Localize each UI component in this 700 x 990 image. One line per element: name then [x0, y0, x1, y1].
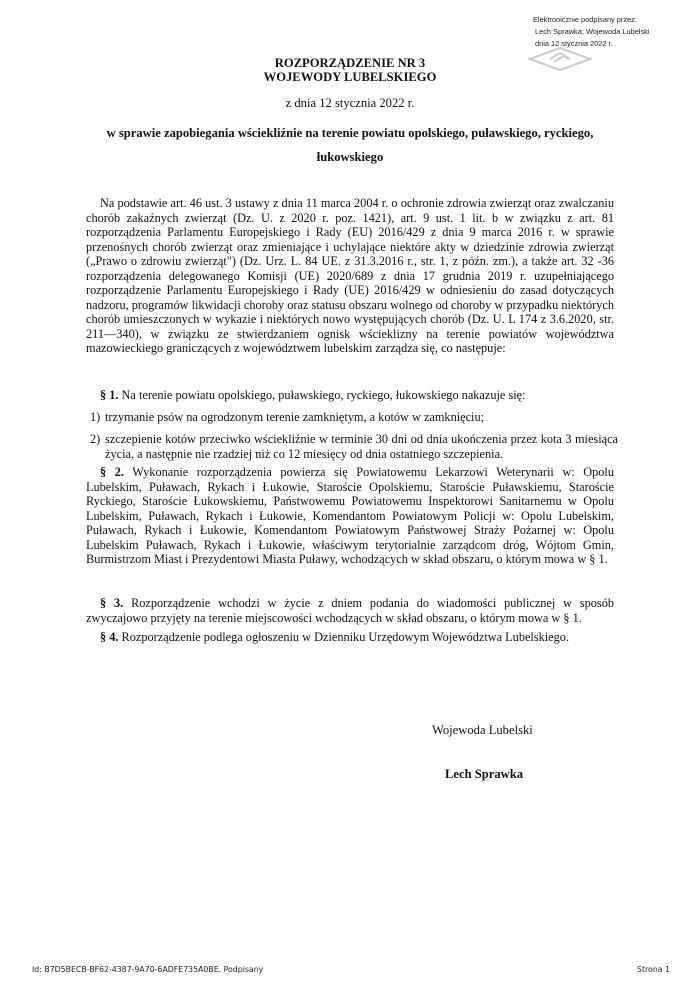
list-item-number: 1)	[90, 410, 101, 424]
signature-stamp-line: Elektronicznie podpisany przez:	[533, 15, 637, 24]
document-title	[0, 56, 700, 84]
page-number: Strona 1	[637, 965, 670, 974]
signature-stamp-line: Lech Sprawka; Wojewoda Lubelski	[535, 27, 650, 36]
section-symbol: § 3.	[100, 596, 124, 610]
document-id-footer: Id: B7D5BECB-BF62-4387-9A70-6ADFE735A0BE. Podpisany	[32, 965, 264, 974]
document-subject-line2: łukowskiego	[316, 150, 384, 164]
section-2	[86, 465, 614, 567]
list-item-text: trzymanie psów na ogrodzonym terenie zamkniętym, a kotów w zamknięciu;	[105, 410, 485, 424]
section-text: Na terenie powiatu opolskiego, puławskiego, ryckiego, łukowskiego nakazuje się:	[121, 388, 526, 402]
preamble-paragraph: Na podstawie art. 46 ust. 3 ustawy z dnia 11 marca 2004 r. o ochronie zdrowia zwierząt oraz zwalczaniu chorób zakaźnych zwierząt (Dz. U. z 2020 r. poz. 1421), art. 9 ust. 1 lit. b w związku z art. 81 rozporządzenia Parlamentu Europejskiego i Rady (EU) 2016/429 z dnia 9 marca 2016 r. w sprawie przenośnych chorób zwierząt oraz zmieniające i uchylające niektóre akty w dziedzinie zdrowia zwierząt („Prawo o zdrowiu zwierząt") (Dz. Urz. L. 84 UE. z 31.3.2016 r., str. 1, z późn. zm.), a także art. 32 -36 rozporządzenia delegowanego Komisji (UE) 2020/689 z dnia 17 grudnia 2019 r. uzupełniającego rozporządzenie Parlamentu Europejskiego i Rady (UE) 2016/429 w odniesieniu do zasad dotyczących nadzoru, programów likwidacji choroby oraz statusu obszaru wolnego od choroby w przypadku niektórych chorób umieszczonych w wykazie i niektórych nowo występujących chorób (Dz. U. L 174 z 3.6.2020, str. 211—340), w związku ze stwierdzaniem ognisk wścieklizny na terenie powiatów województwa mazowieckiego graniczących z województwem lubelskim zarządza się, co następuje:	[86, 196, 614, 355]
electronic-signature-stamp	[533, 14, 683, 50]
section-1	[100, 388, 614, 403]
section-text: Rozporządzenie wchodzi w życie z dniem podania do wiadomości publicznej w sposób zwyczajowo przyjęty na terenie miejscowości wchodzących w skład obszaru, o którym mowa w § 1.	[86, 596, 615, 625]
title-line: WOJEWODY LUBELSKIEGO	[263, 70, 437, 84]
list-item-number: 2)	[90, 432, 101, 446]
section-symbol: § 2.	[100, 465, 124, 479]
section-3	[86, 596, 614, 625]
signature-stamp-line: dnia 12 stycznia 2022 r.	[535, 39, 613, 48]
title-line: ROZPORZĄDZENIE NR 3	[274, 56, 426, 70]
signatory-name: Lech Sprawka	[445, 767, 524, 781]
document-date: z dnia 12 stycznia 2022 r.	[285, 96, 415, 110]
signatory-office: Wojewoda Lubelski	[432, 723, 533, 737]
section-text: Rozporządzenie podlega ogłoszeniu w Dzienniku Urzędowym Województwa Lubelskiego.	[121, 630, 570, 644]
section-text: Wykonanie rozporządzenia powierza się Powiatowemu Lekarzowi Weterynarii w: Opolu Lubelskim, Puławach, Rykach i Łukowie, Staroście Opolskiemu, Staroście Puławskiemu, Staroście Ryckiego, Staroście Łukowskiemu, Państwowemu Powiatowemu Inspektorowi Sanitarnemu w Opolu Lubelskim, Puławach, Rykach i Łukowie, Komendantom Powiatowym Policji w: Opolu Lubelskim, Puławach, Rykach i Łukowie, Komendantom Powiatowym Państwowej Straży Pożarnej w: Opolu Lubelskim Puławach, Rykach i Łukowie, właściwym terytorialnie zarządcom dróg, Wójtom Gmin, Burmistrzom Miast i Prezydentowi Miasta Puławy, wchodzących w skład obszaru, o którym mowa w § 1.	[86, 465, 614, 566]
list-item-text: szczepienie kotów przeciwko wściekliźnie w terminie 30 dni od dnia ukończenia przez kota 3 miesiąca życia, a następnie nie rzadziej niż co 12 miesięcy od dnia ostatniego szczepienia.	[105, 432, 618, 461]
document-subject-line1: w sprawie zapobiegania wściekliźnie na terenie powiatu opolskiego, puławskiego, ryckiego,	[106, 126, 594, 140]
section-symbol: § 1.	[100, 388, 119, 402]
section-4	[86, 630, 614, 645]
section-symbol: § 4.	[100, 630, 119, 644]
